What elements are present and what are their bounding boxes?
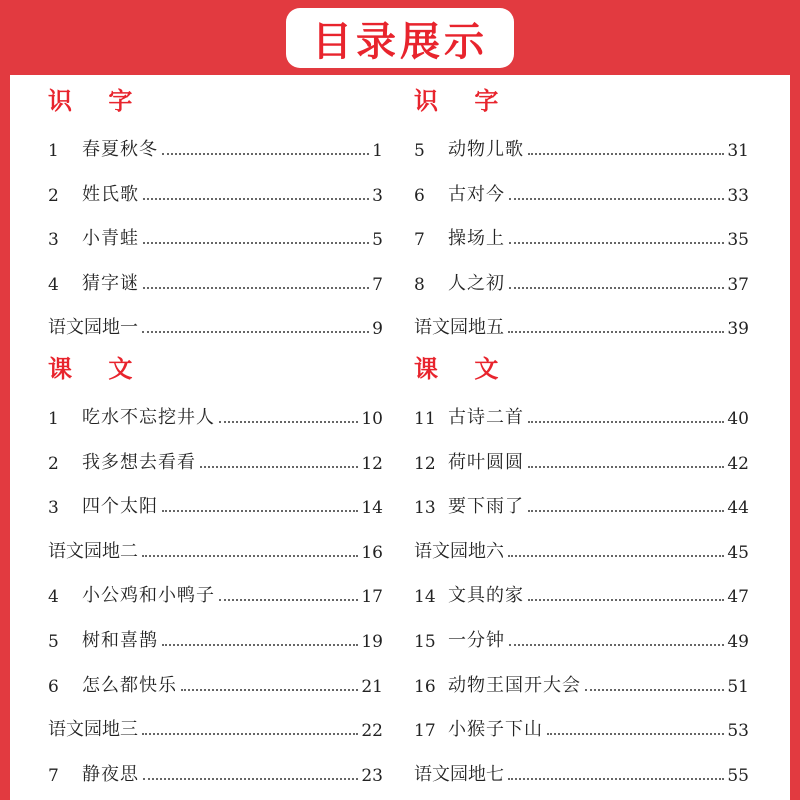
dot-leader <box>143 198 369 200</box>
entry-page-number: 44 <box>727 498 749 519</box>
entry-page-number: 19 <box>361 632 383 652</box>
toc-page <box>10 75 790 800</box>
toc-entry[interactable] <box>48 533 383 563</box>
entry-title: 树和喜鹊 <box>82 630 158 651</box>
entry-number: 1 <box>48 141 59 161</box>
entry-title: 小公鸡和小鸭子 <box>82 585 215 607</box>
toc-entry[interactable] <box>414 265 749 295</box>
entry-page-number: 17 <box>361 587 383 608</box>
entry-page-number: 39 <box>727 319 749 340</box>
banner-title: 目录展示 <box>312 18 488 65</box>
dot-leader <box>509 242 724 244</box>
dot-leader <box>508 331 724 333</box>
dot-leader <box>143 778 358 780</box>
toc-entry[interactable] <box>48 176 383 206</box>
toc-entry[interactable] <box>414 444 749 474</box>
entry-page-number: 16 <box>361 542 383 563</box>
toc-entry[interactable] <box>414 756 749 786</box>
dot-leader <box>162 510 358 512</box>
entry-title: 四个太阳 <box>82 496 158 518</box>
dot-leader <box>508 555 724 557</box>
entry-title: 吃水不忘挖井人 <box>82 407 215 428</box>
entry-page-number: 1 <box>372 141 383 161</box>
entry-number: 7 <box>414 230 425 251</box>
toc-entry[interactable] <box>48 577 383 607</box>
entry-page-number: 14 <box>361 498 383 519</box>
dot-leader <box>219 421 358 423</box>
toc-entry[interactable] <box>414 667 749 697</box>
entry-title: 静夜思 <box>82 763 139 785</box>
dot-leader <box>509 644 724 646</box>
dot-leader <box>219 599 358 601</box>
entry-page-number: 45 <box>727 542 749 563</box>
toc-entry[interactable] <box>48 711 383 741</box>
toc-entry[interactable] <box>48 488 383 518</box>
entry-title: 语文园地一 <box>48 317 138 339</box>
dot-leader <box>200 466 358 468</box>
entry-page-number: 23 <box>361 765 383 786</box>
dot-leader <box>528 510 724 512</box>
dot-leader <box>509 198 724 200</box>
entry-title: 小青蛙 <box>82 228 139 250</box>
entry-number: 15 <box>414 632 436 652</box>
entry-number: 8 <box>414 274 425 295</box>
entry-page-number: 55 <box>727 765 749 786</box>
entry-number: 2 <box>48 185 59 206</box>
toc-entry[interactable] <box>414 488 749 518</box>
entry-title: 猜字谜 <box>82 272 139 294</box>
dot-leader <box>585 689 724 691</box>
toc-entry[interactable] <box>48 622 383 652</box>
entry-number: 4 <box>48 587 59 608</box>
section-heading: 识 字 <box>48 86 147 115</box>
entry-page-number: 47 <box>727 587 749 608</box>
dot-leader <box>528 153 724 155</box>
dot-leader <box>528 466 724 468</box>
entry-title: 怎么都快乐 <box>82 674 177 696</box>
toc-entry[interactable] <box>414 131 749 161</box>
entry-page-number: 9 <box>372 319 383 340</box>
toc-entry[interactable] <box>414 220 749 250</box>
dot-leader <box>162 644 358 646</box>
dot-leader <box>509 287 724 289</box>
toc-entry[interactable] <box>414 399 749 429</box>
toc-entry[interactable] <box>414 577 749 607</box>
entry-title: 古对今 <box>448 183 505 205</box>
entry-page-number: 10 <box>361 409 383 429</box>
entry-number: 13 <box>414 498 436 519</box>
dot-leader <box>508 778 724 780</box>
entry-number: 16 <box>414 676 436 697</box>
entry-title: 要下雨了 <box>448 496 524 518</box>
entry-title: 语文园地五 <box>414 317 504 339</box>
entry-title: 语文园地六 <box>414 540 504 562</box>
dot-leader <box>143 287 369 289</box>
entry-page-number: 40 <box>727 409 749 429</box>
entry-page-number: 33 <box>727 185 749 206</box>
entry-number: 12 <box>414 453 436 474</box>
toc-entry[interactable] <box>48 131 383 161</box>
entry-number: 11 <box>414 409 436 429</box>
toc-entry[interactable] <box>414 176 749 206</box>
title-banner <box>286 8 514 68</box>
entry-page-number: 35 <box>727 230 749 251</box>
entry-title: 一分钟 <box>448 630 505 651</box>
toc-entry[interactable] <box>48 667 383 697</box>
toc-entry[interactable] <box>414 309 749 339</box>
entry-title: 语文园地七 <box>414 763 504 785</box>
dot-leader <box>142 331 369 333</box>
entry-title: 我多想去看看 <box>82 451 196 473</box>
entry-number: 4 <box>48 274 59 295</box>
entry-page-number: 21 <box>361 676 383 697</box>
dot-leader <box>142 733 358 735</box>
dot-leader <box>142 555 358 557</box>
entry-page-number: 37 <box>727 274 749 295</box>
entry-title: 语文园地三 <box>48 719 138 741</box>
entry-page-number: 5 <box>372 230 383 251</box>
entry-title: 动物儿歌 <box>448 139 524 160</box>
toc-entry[interactable] <box>48 756 383 786</box>
dot-leader <box>162 153 369 155</box>
entry-page-number: 51 <box>727 676 749 697</box>
entry-number: 17 <box>414 721 436 742</box>
entry-page-number: 3 <box>372 185 383 206</box>
entry-number: 1 <box>48 409 59 429</box>
dot-leader <box>181 689 358 691</box>
toc-entry[interactable] <box>414 533 749 563</box>
entry-number: 2 <box>48 453 59 474</box>
entry-title: 人之初 <box>448 272 505 294</box>
entry-title: 语文园地二 <box>48 540 138 562</box>
entry-number: 6 <box>48 676 59 697</box>
section-heading: 课 文 <box>48 354 147 383</box>
entry-page-number: 31 <box>727 141 749 161</box>
entry-title: 小猴子下山 <box>448 719 543 741</box>
entry-page-number: 7 <box>372 274 383 295</box>
entry-page-number: 53 <box>727 721 749 742</box>
dot-leader <box>143 242 369 244</box>
toc-entry[interactable] <box>48 444 383 474</box>
toc-entry[interactable] <box>414 711 749 741</box>
toc-entry[interactable] <box>48 220 383 250</box>
entry-title: 古诗二首 <box>448 407 524 428</box>
entry-title: 操场上 <box>448 228 505 250</box>
section-heading: 课 文 <box>414 354 513 383</box>
entry-number: 6 <box>414 185 425 206</box>
entry-title: 动物王国开大会 <box>448 674 581 696</box>
section-heading: 识 字 <box>414 86 513 115</box>
toc-entry[interactable] <box>48 265 383 295</box>
toc-entry[interactable] <box>48 399 383 429</box>
entry-page-number: 12 <box>361 453 383 474</box>
dot-leader <box>528 599 724 601</box>
entry-number: 3 <box>48 498 59 519</box>
dot-leader <box>547 733 724 735</box>
entry-page-number: 22 <box>361 721 383 742</box>
entry-number: 5 <box>414 141 425 161</box>
toc-entry[interactable] <box>48 309 383 339</box>
entry-page-number: 42 <box>727 453 749 474</box>
entry-title: 姓氏歌 <box>82 183 139 205</box>
entry-title: 春夏秋冬 <box>82 139 158 160</box>
entry-number: 5 <box>48 632 59 652</box>
entry-title: 荷叶圆圆 <box>448 451 524 473</box>
dot-leader <box>528 421 724 423</box>
entry-page-number: 49 <box>727 632 749 652</box>
toc-entry[interactable] <box>414 622 749 652</box>
entry-number: 7 <box>48 765 59 786</box>
entry-number: 14 <box>414 587 436 608</box>
entry-number: 3 <box>48 230 59 251</box>
entry-title: 文具的家 <box>448 585 524 607</box>
